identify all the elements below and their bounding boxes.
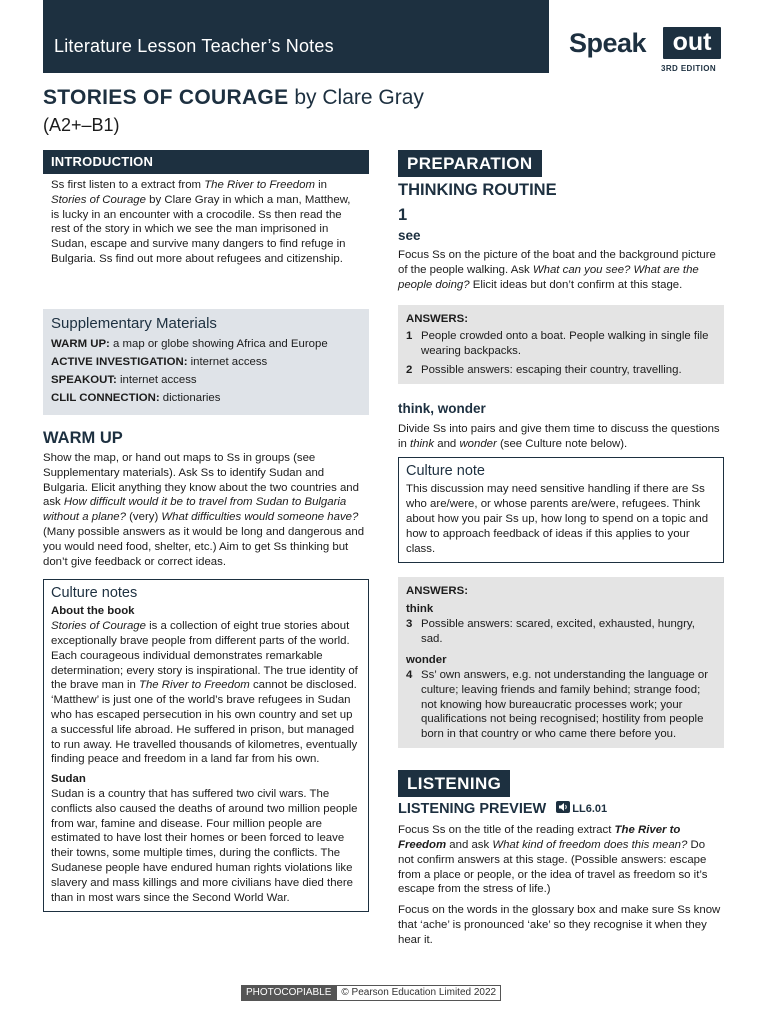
level-indicator: (A2+–B1) <box>43 115 120 135</box>
answer-item: 3 Possible answers: scared, excited, exhausted, hungry, sad. <box>406 618 695 646</box>
logo-speak: Speak <box>569 28 647 58</box>
speakout-logo <box>569 28 729 74</box>
sudan-label: Sudan <box>51 773 86 786</box>
answers-box-1 <box>398 305 724 383</box>
right-column <box>398 150 724 947</box>
listening-heading: LISTENING <box>398 770 510 797</box>
thinking-routine-heading: THINKING ROUTINE <box>398 181 557 199</box>
logo-edition: 3RD EDITION <box>661 64 717 73</box>
answers-heading: ANSWERS: <box>406 313 469 326</box>
preparation-heading: PREPARATION <box>398 150 542 177</box>
header-banner <box>43 0 549 73</box>
listening-text-1: Focus Ss on the title of the reading extract The River to Freedom and ask What kind of freedom does this mean? Do not confirm answers at this stage. (Possible answers: escape from a place or people, or the idea of travel as freedom so it’s escape from the stress of life.) <box>398 824 708 896</box>
warm-up-text: Show the map, or hand out maps to Ss in groups (see Supplementary materials). Ask Ss to identify Sudan and Bulgaria. Elicit anything they know about the two countries and ask How difficult would it be to travel from Sudan to Bulgaria without a plane? (very) What difficulties would someone have? (Many possible answers as it would be long and dangerous and you would need food, shelter, etc.) Aim to get Ss thinking but don’t give feedback or correct ideas. <box>43 452 365 568</box>
culture-note-heading: Culture note <box>406 463 485 480</box>
culture-notes-heading: Culture notes <box>51 585 138 602</box>
introduction-heading: INTRODUCTION <box>43 150 369 174</box>
culture-note-box <box>398 457 724 563</box>
see-text: Focus Ss on the picture of the boat and the background picture of the people walking. Ask What can you see? What are the people doing? Elicit ideas but don’t confirm at this stage. <box>398 249 716 291</box>
title-author: by Clare Gray <box>294 86 424 109</box>
see-heading: see <box>398 228 421 243</box>
routine-number: 1 <box>398 206 408 224</box>
photocopiable-label: PHOTOCOPIABLE <box>241 985 336 1001</box>
think-wonder-text: Divide Ss into pairs and give them time to discuss the questions in think and wonder (see Culture note below). <box>398 422 720 450</box>
think-wonder-heading: think, wonder <box>398 400 486 416</box>
supplementary-box <box>43 309 369 415</box>
answer-item: 1 People crowded onto a boat. People walking in single file wearing backpacks. <box>406 330 709 358</box>
left-column <box>43 150 369 912</box>
supp-item-warm-up: WARM UP: a map or globe showing Africa and Europe <box>51 338 328 350</box>
sudan-text: Sudan is a country that has suffered two civil wars. The conflicts also caused the deaths of around two million people from war, famine and disease. Four million people are estimated to have lost their homes or been forced to leave their towns, some multiple times, during the conflicts. The Sudanese people have endured human rights violations like slavery and mass killings and more civilians have died there than in most wars since the Second World War. <box>51 787 358 904</box>
speaker-icon[interactable] <box>556 801 570 817</box>
title-main: STORIES OF COURAGE <box>43 86 289 109</box>
about-book-label: About the book <box>51 605 135 618</box>
listening-preview-heading: LISTENING PREVIEW LL6.01 <box>398 800 608 817</box>
copyright-text: © Pearson Education Limited 2022 <box>336 985 501 1001</box>
supplementary-heading: Supplementary Materials <box>51 315 217 332</box>
footer <box>241 985 501 1001</box>
supp-item-speakout: SPEAKOUT: internet access <box>51 374 197 386</box>
audio-track-code[interactable]: LL6.01 <box>572 803 608 816</box>
answers-box-2 <box>398 577 724 748</box>
think-label: think <box>406 603 434 616</box>
answers-heading: ANSWERS: <box>406 585 469 598</box>
header-title: Literature Lesson Teacher’s Notes <box>54 36 334 56</box>
logo-out: out <box>663 27 721 59</box>
about-book-text: Stories of Courage is a collection of eight true stories about exceptionally brave people from different parts of the world. Each courageous individual demonstrates remarkable determination; every story is inspirational. The true identity of the brave man in The River to Freedom cannot be disclosed. ‘Matthew’ is just one of the world’s brave refugees in Sudan who has escaped persecution in his own country and set up a successful life abroad. He suffered in prison, but managed to run away. He travelled thousands of kilometres, eventually finding peace and freedom in a land far from his own. <box>51 620 358 766</box>
answer-item: 2 Possible answers: escaping their country, travelling. <box>406 363 682 376</box>
supp-item-active-investigation: ACTIVE INVESTIGATION: internet access <box>51 356 268 368</box>
answer-item: 4 Ss’ own answers, e.g. not understanding the language or culture; leaving friends and family behind; strange food; not knowing how bureaucratic processes work; your qualifications not being recognised; hostility from people born in that country or who came there before you. <box>406 668 709 741</box>
culture-note-text: This discussion may need sensitive handling if there are Ss who are/were, or whose parents are/were, refugees. Think about how you pair Ss up, how long to spend on a topic and how to approach feedback of ideas if this applies to your class. <box>406 483 709 555</box>
introduction-text: Ss first listen to a extract from The River to Freedom in Stories of Courage by Clare Gray in which a man, Matthew, is lucky in an encounter with a crocodile. Ss then read the rest of the story in which we see the man imprisoned in Sudan, escape and survive many dangers to find refuge in Bulgaria. Ss find out more about refugees and citizenship. <box>51 179 351 265</box>
culture-notes-box <box>43 579 369 912</box>
listening-text-2: Focus on the words in the glossary box and make sure Ss know that ‘ache’ is pronounced ‘ake’ so they recognise it when they hear it. <box>398 904 721 946</box>
warm-up-heading: WARM UP <box>43 429 123 447</box>
wonder-label: wonder <box>406 653 447 666</box>
supp-item-clil: CLIL CONNECTION: dictionaries <box>51 392 221 404</box>
page-title <box>43 86 424 110</box>
